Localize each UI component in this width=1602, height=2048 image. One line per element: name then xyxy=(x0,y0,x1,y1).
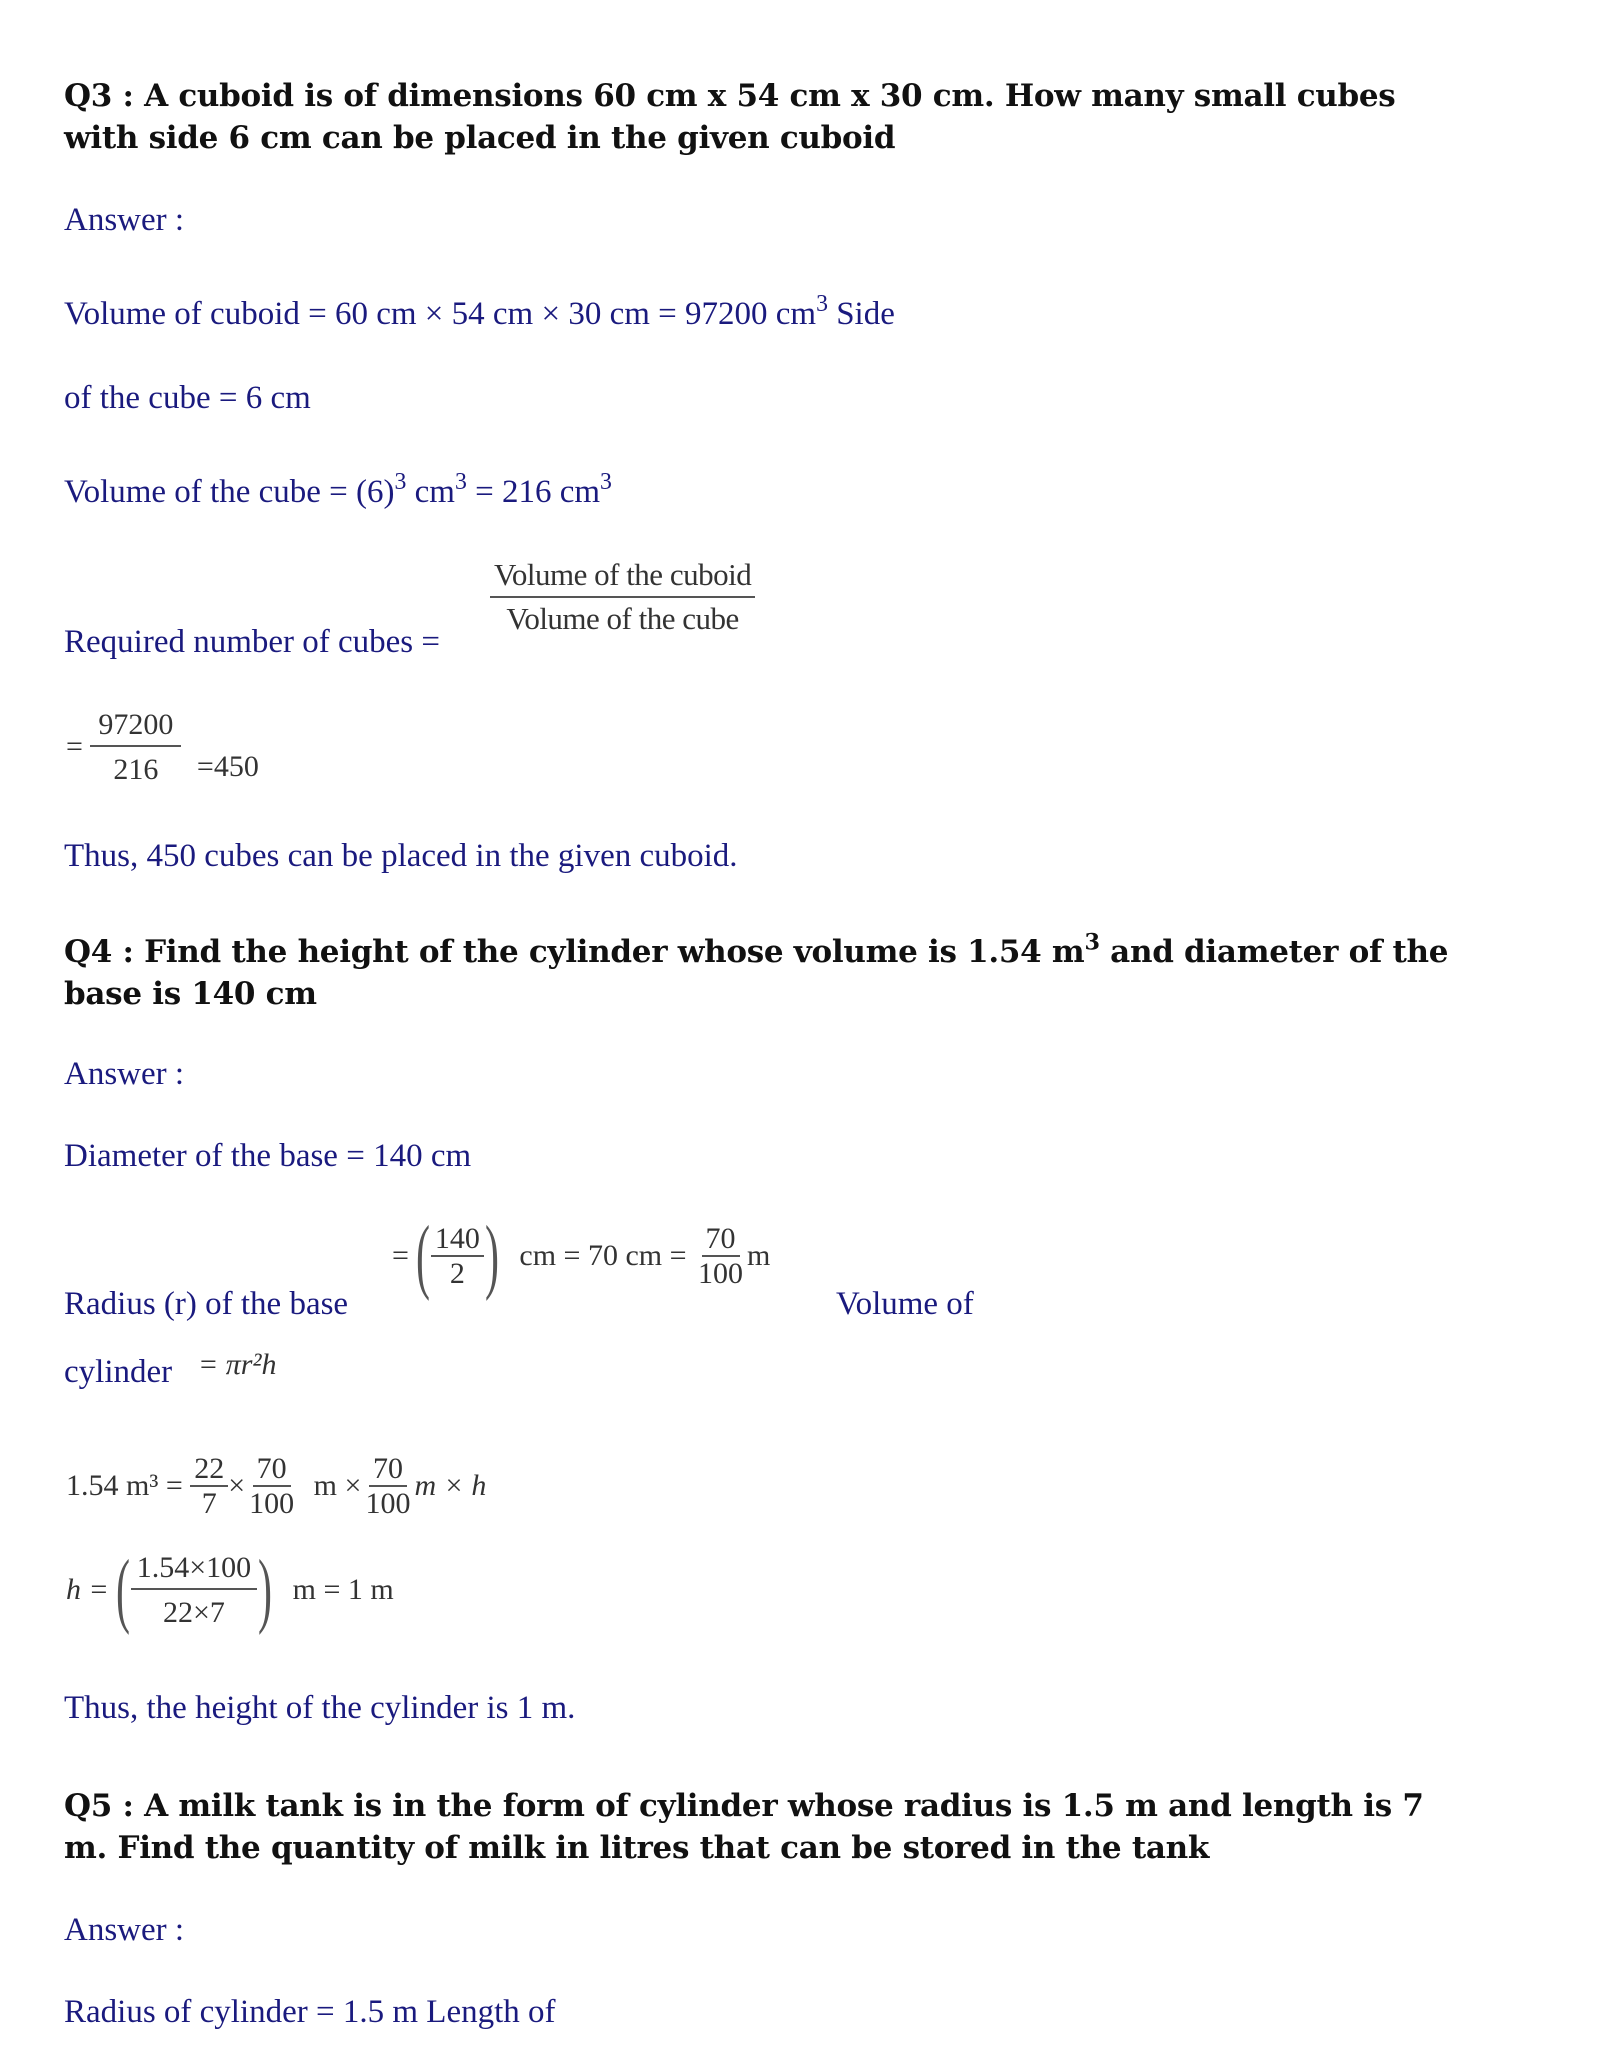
text: cm xyxy=(406,474,455,510)
q5-title-line2: m. Find the quantity of milk in litres that can be stored in the tank xyxy=(64,1830,1210,1866)
q3-title-line1: Q3 : A cuboid is of dimensions 60 cm x 54 cm x 30 cm. How many small cubes xyxy=(64,78,1396,114)
fraction-numerator: 70 xyxy=(702,1222,740,1257)
fraction-numerator: 97200 xyxy=(90,708,181,747)
text: m = 1 m xyxy=(292,1573,394,1606)
q5-answer-label: Answer : xyxy=(64,1912,185,1948)
fraction xyxy=(490,558,755,636)
q3-volume-cuboid xyxy=(64,290,895,333)
q3-calc xyxy=(66,708,259,786)
fraction xyxy=(245,1452,298,1520)
q4-cylinder-label: cylinder xyxy=(64,1354,173,1390)
q4-conclusion: Thus, the height of the cylinder is 1 m. xyxy=(64,1690,576,1726)
q4-answer-label: Answer : xyxy=(64,1056,185,1092)
text: Q4 : Find the height of the cylinder whose volume is 1.54 m xyxy=(64,934,1085,970)
q5-title-line1: Q5 : A milk tank is in the form of cylinder whose radius is 1.5 m and length is 7 xyxy=(64,1788,1424,1824)
q3-volume-cube xyxy=(64,468,612,511)
fraction-numerator: 22 xyxy=(190,1452,228,1487)
exponent: 3 xyxy=(816,290,828,317)
q4-title-line2: base is 140 cm xyxy=(64,976,317,1012)
fraction xyxy=(361,1452,414,1520)
exponent: 3 xyxy=(454,468,467,495)
q3-required-label: Required number of cubes = xyxy=(64,624,441,660)
text: cm = 70 cm = xyxy=(519,1239,687,1272)
unit: m xyxy=(747,1239,771,1272)
fraction-denominator: 2 xyxy=(449,1257,465,1290)
q4-diameter: Diameter of the base = 140 cm xyxy=(64,1138,472,1174)
fraction-denominator: 7 xyxy=(201,1487,217,1520)
text: and diameter of the xyxy=(1099,934,1449,970)
result: =450 xyxy=(196,749,259,783)
text: m × xyxy=(313,1469,362,1502)
fraction-numerator: 70 xyxy=(369,1452,407,1487)
left-paren: ( xyxy=(415,1209,430,1302)
times: × xyxy=(228,1469,246,1502)
fraction-numerator: 1.54×100 xyxy=(131,1551,257,1590)
fraction-denominator: 22×7 xyxy=(162,1596,225,1629)
fraction-denominator: 216 xyxy=(113,753,159,786)
q3-side-cube: of the cube = 6 cm xyxy=(64,380,311,416)
lhs: 1.54 m³ = xyxy=(66,1469,183,1502)
fraction xyxy=(694,1222,747,1290)
right-paren: ) xyxy=(258,1543,273,1636)
fraction xyxy=(190,1452,228,1520)
fraction xyxy=(90,708,181,786)
q4-title-line1 xyxy=(64,929,1449,970)
q4-radius-label: Radius (r) of the base xyxy=(64,1286,349,1322)
q4-radius-calc xyxy=(392,1209,771,1302)
fraction-numerator: Volume of the cuboid xyxy=(490,558,755,598)
exponent: 3 xyxy=(1084,929,1100,956)
equals: = xyxy=(66,730,83,763)
side-text: Side xyxy=(827,296,895,332)
fraction-denominator: 100 xyxy=(698,1257,744,1290)
q4-equation-1 xyxy=(66,1452,486,1520)
fraction xyxy=(131,1551,257,1629)
lhs: h = xyxy=(66,1573,109,1606)
q4-cylinder-formula: = πr²h xyxy=(198,1348,277,1381)
volume-cuboid-text: Volume of cuboid = 60 cm × 54 cm × 30 cm = 97200 cm xyxy=(64,296,817,332)
fraction-numerator: 140 xyxy=(431,1222,484,1257)
fraction xyxy=(431,1222,484,1290)
equals: = xyxy=(392,1239,409,1272)
fraction-denominator: 100 xyxy=(249,1487,295,1520)
fraction-denominator: Volume of the cube xyxy=(506,601,739,637)
q3-answer-label: Answer : xyxy=(64,202,185,238)
q3-fraction xyxy=(490,558,755,636)
q4-volume-of: Volume of xyxy=(836,1286,974,1322)
exponent: 3 xyxy=(600,468,612,495)
text: Volume of the cube = (6) xyxy=(64,474,395,510)
fraction-denominator: 100 xyxy=(365,1487,411,1520)
fraction-numerator: 70 xyxy=(253,1452,291,1487)
exponent: 3 xyxy=(394,468,407,495)
q3-title-line2: with side 6 cm can be placed in the given cuboid xyxy=(64,120,896,156)
q3-conclusion: Thus, 450 cubes can be placed in the given cuboid. xyxy=(64,838,738,874)
left-paren: ( xyxy=(115,1543,130,1636)
right-paren: ) xyxy=(484,1209,499,1302)
text: m × h xyxy=(414,1469,487,1502)
q4-equation-2 xyxy=(66,1543,394,1636)
text: = 216 cm xyxy=(466,474,601,510)
q5-radius-line: Radius of cylinder = 1.5 m Length of xyxy=(64,1994,556,2030)
